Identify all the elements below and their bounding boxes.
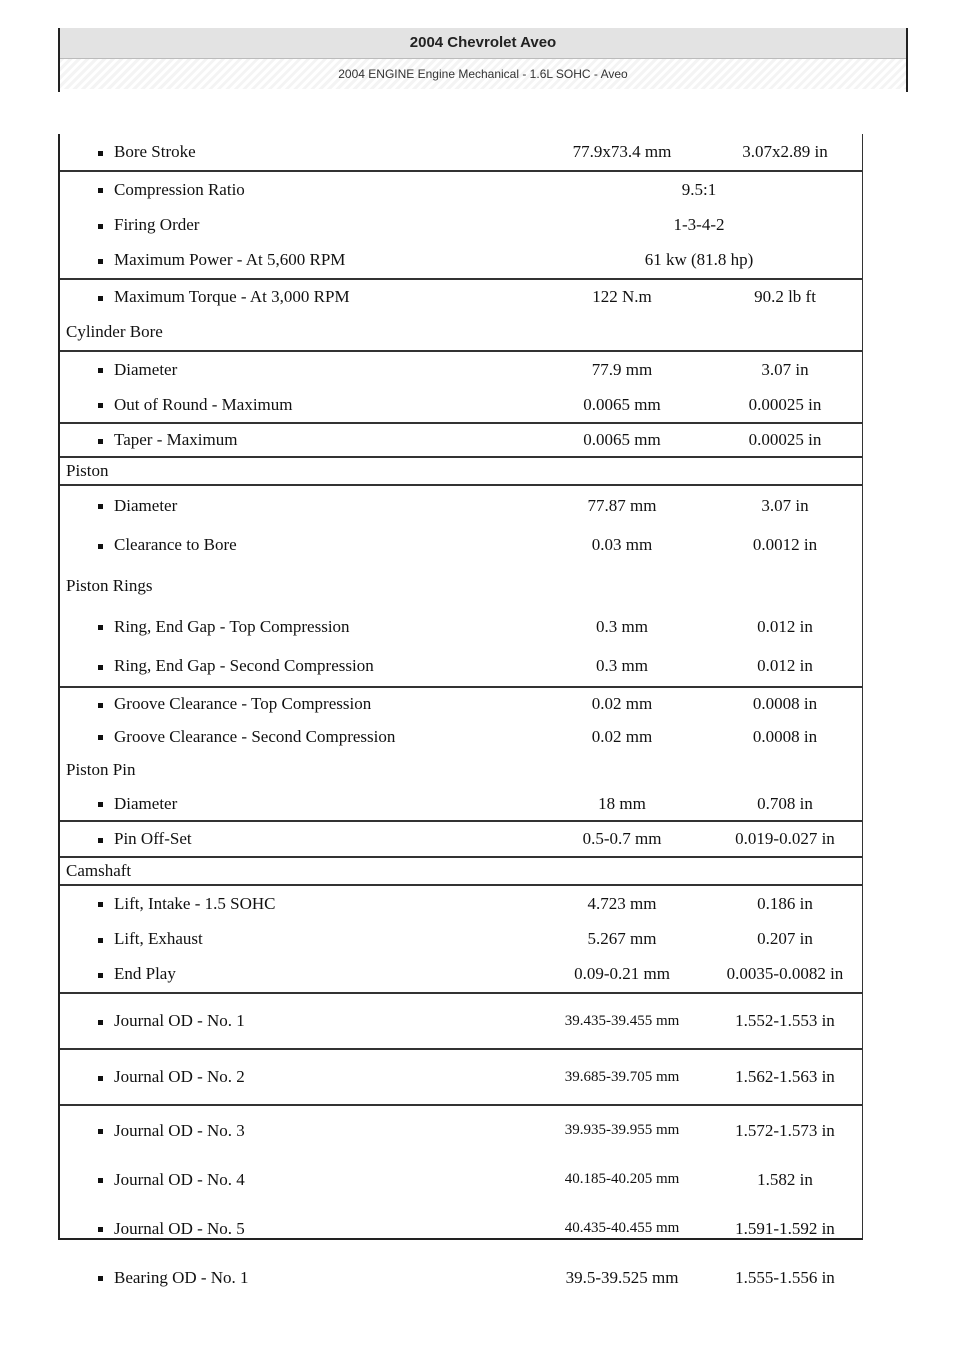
spec-group [60,280,862,352]
spec-label-cell [60,143,536,161]
spec-english-value: 1.591-1.592 in [735,1218,835,1238]
spec-label: Diameter [114,793,178,813]
spec-row [60,830,862,848]
bullet-icon [98,504,103,509]
spec-metric-value: 77.9x73.4 mm [572,142,672,161]
spec-row [60,497,862,515]
spec-label-cell [60,895,536,913]
spec-group [60,458,862,486]
spec-label-cell [60,695,536,713]
spec-english-value: 3.07 in [761,359,809,379]
spec-metric-value: 77.9 mm [591,359,653,379]
spec-row [60,930,862,948]
spec-metric-value: 0.0065 mm [583,430,661,449]
bullet-icon [98,544,103,549]
spec-group [60,172,862,280]
spec-row [60,728,862,746]
spec-label: Bearing OD - No. 1 [114,1267,249,1287]
bullet-icon [98,224,103,229]
section-heading: Piston Rings [66,575,153,595]
spec-label-cell [60,618,536,636]
spec-label-cell [60,930,536,948]
spec-english-value: 0.708 in [757,793,813,813]
spec-metric-value: 0.02 mm [591,726,653,746]
spec-label-cell [60,536,536,554]
spec-row [60,895,862,913]
spec-metric-value: 40.185-40.205 mm [564,1171,680,1187]
spec-value: 61 kw (81.8 hp) [644,250,754,270]
spec-english-value: 0.012 in [757,656,813,676]
spec-english-value: 0.00025 in [748,394,822,414]
spec-value: 9.5:1 [681,179,717,199]
spec-label: Lift, Exhaust [114,928,203,948]
spec-group [60,1050,862,1106]
document-title: 2004 Chevrolet Aveo [60,28,906,59]
bullet-icon [98,151,103,156]
spec-label: Journal OD - No. 5 [114,1218,245,1238]
spec-group [60,134,862,172]
spec-label: Groove Clearance - Top Compression [114,694,372,714]
spec-row [60,143,862,161]
spec-row [60,618,862,636]
spec-label: Groove Clearance - Second Compression [114,726,396,746]
spec-row [60,536,862,554]
spec-label: Diameter [114,495,178,515]
spec-english-value: 1.582 in [757,1169,813,1189]
spec-english-value: 0.0012 in [752,535,818,555]
spec-metric-value: 39.935-39.955 mm [564,1122,680,1138]
bullet-icon [98,403,103,408]
spec-group [60,886,862,994]
spec-label-cell [60,795,536,813]
spec-english-value: 0.0008 in [752,726,818,746]
spec-label-cell [60,497,536,515]
spec-label: Diameter [114,359,178,379]
spec-english-value: 1.572-1.573 in [735,1120,835,1140]
bullet-icon [98,1129,103,1134]
spec-row [60,361,862,379]
spec-metric-value: 39.435-39.455 mm [564,1012,680,1029]
spec-label-cell [60,1171,536,1189]
spec-label: Journal OD - No. 3 [114,1120,245,1140]
spec-metric-value: 5.267 mm [587,928,657,948]
spec-label: Journal OD - No. 4 [114,1169,245,1189]
bullet-icon [98,703,103,708]
spec-group [60,424,862,458]
spec-group [60,352,862,424]
section-heading: Camshaft [66,861,132,880]
section-heading: Cylinder Bore [66,322,163,341]
section-heading: Piston [66,461,109,480]
bullet-icon [98,259,103,264]
spec-label-cell [60,1068,536,1086]
bullet-icon [98,1276,103,1281]
spec-english-value: 0.0035-0.0082 in [726,964,844,984]
spec-group [60,822,862,858]
bullet-icon [98,1178,103,1183]
spec-english-value: 0.207 in [757,928,813,948]
spec-label-cell [60,1269,536,1287]
bullet-icon [98,838,103,843]
spec-label-cell [60,1012,536,1030]
spec-label-cell [60,361,536,379]
spec-metric-value: 4.723 mm [587,893,657,913]
spec-metric-value: 39.685-39.705 mm [564,1068,680,1085]
spec-label: Maximum Power - At 5,600 RPM [114,250,346,270]
spec-english-value: 1.562-1.563 in [735,1067,835,1086]
spec-metric-value: 0.02 mm [591,694,653,714]
spec-row [60,181,862,199]
spec-row [60,657,862,675]
spec-label: Bore Stroke [114,142,196,161]
spec-metric-value: 0.03 mm [591,535,653,555]
document-subtitle: 2004 ENGINE Engine Mechanical - 1.6L SOHC - Aveo [60,59,906,89]
spec-english-value: 0.00025 in [748,430,822,449]
spec-metric-value: 0.3 mm [596,656,648,676]
spec-row [60,216,862,234]
spec-row [60,695,862,713]
spec-group [60,994,862,1050]
spec-label: Pin Off-Set [114,829,192,848]
spec-value: 1-3-4-2 [673,214,725,234]
bullet-icon [98,973,103,978]
spec-row [60,1269,862,1287]
spec-metric-value: 39.5-39.525 mm [565,1267,679,1287]
spec-english-value: 1.555-1.556 in [735,1267,835,1287]
spec-label-cell [60,657,536,675]
spec-group [60,858,862,886]
spec-metric-value: 0.5-0.7 mm [582,829,662,848]
spec-row [60,251,862,269]
spec-english-value: 0.019-0.027 in [735,829,835,848]
spec-metric-value: 0.3 mm [596,616,648,636]
bullet-icon [98,368,103,373]
spec-label: Maximum Torque - At 3,000 RPM [114,287,350,306]
spec-label-cell [60,181,536,199]
bullet-icon [98,735,103,740]
spec-group [60,1106,862,1302]
spec-english-value: 1.552-1.553 in [735,1011,835,1030]
spec-row [60,431,862,449]
spec-row [60,288,862,306]
spec-label: Lift, Intake - 1.5 SOHC [114,893,276,913]
spec-label: Compression Ratio [114,179,245,199]
spec-label-cell [60,431,536,449]
spec-label-cell [60,288,536,306]
spec-row [60,1220,862,1238]
section-heading: Piston Pin [66,760,136,780]
spec-row [60,396,862,414]
spec-label-cell [60,251,536,269]
spec-label: Journal OD - No. 2 [114,1067,245,1086]
bullet-icon [98,1227,103,1232]
specification-table [58,134,863,1287]
spec-metric-value: 0.09-0.21 mm [574,964,670,984]
spec-label: Ring, End Gap - Top Compression [114,616,350,636]
spec-english-value: 3.07x2.89 in [742,142,828,161]
document-header [58,28,908,92]
spec-label: Out of Round - Maximum [114,394,293,414]
spec-english-value: 0.012 in [757,616,813,636]
spec-label: End Play [114,964,176,984]
spec-label: Clearance to Bore [114,535,237,555]
spec-metric-value: 40.435-40.455 mm [564,1220,680,1236]
spec-label-cell [60,830,536,848]
spec-label: Taper - Maximum [114,430,238,449]
spec-metric-value: 122 N.m [592,287,652,306]
spec-row [60,795,862,813]
bullet-icon [98,439,103,444]
bullet-icon [98,625,103,630]
spec-label-cell [60,216,536,234]
spec-metric-value: 0.0065 mm [583,394,661,414]
spec-label-cell [60,1220,536,1238]
bullet-icon [98,188,103,193]
bullet-icon [98,665,103,670]
spec-row [60,1012,862,1030]
spec-row [60,1068,862,1086]
spec-english-value: 3.07 in [761,495,809,515]
bullet-icon [98,296,103,301]
spec-english-value: 0.0008 in [752,694,818,714]
spec-label-cell [60,1122,536,1140]
bullet-icon [98,938,103,943]
bullet-icon [98,802,103,807]
spec-label-cell [60,965,536,983]
spec-metric-value: 18 mm [598,793,646,813]
spec-label: Ring, End Gap - Second Compression [114,656,374,676]
bullet-icon [98,1020,103,1025]
spec-label-cell [60,396,536,414]
bullet-icon [98,1076,103,1081]
spec-label: Journal OD - No. 1 [114,1011,245,1030]
spec-group [60,486,862,688]
spec-english-value: 90.2 lb ft [754,287,816,306]
spec-label: Firing Order [114,214,200,234]
spec-row [60,1171,862,1189]
spec-row [60,1122,862,1140]
spec-metric-value: 77.87 mm [587,495,657,515]
bullet-icon [98,902,103,907]
spec-group [60,688,862,822]
spec-english-value: 0.186 in [757,893,813,913]
spec-row [60,965,862,983]
spec-label-cell [60,728,536,746]
